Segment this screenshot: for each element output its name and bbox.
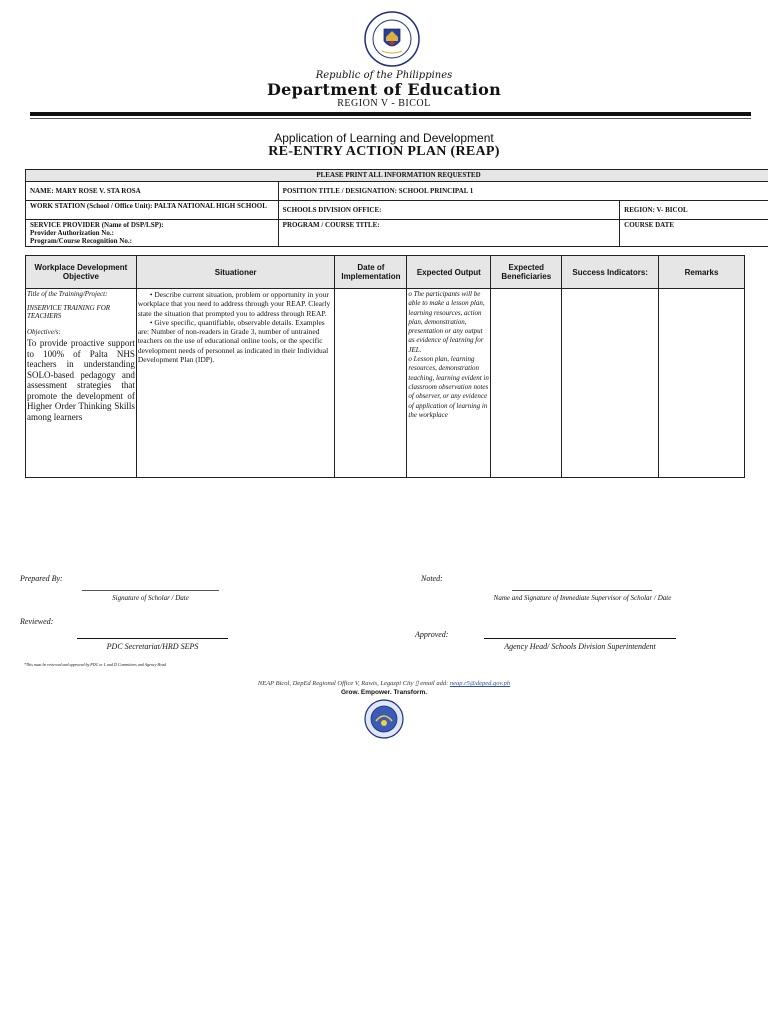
prepared-caption: Signature of Scholar / Date — [112, 594, 189, 602]
provider-block — [26, 220, 279, 247]
form-title: RE-ENTRY ACTION PLAN (REAP) — [268, 144, 500, 159]
approved-caption: Agency Head/ Schools Division Superintendent — [504, 642, 656, 651]
output-item-1 — [408, 290, 489, 355]
output-text: The participants will be able to make a lesson plan, learning resources, action plan, demonstration, presentation or any output as evidence of learning for JEL. — [408, 290, 485, 354]
header-date: Date of Implementation — [335, 256, 407, 289]
footer-email-link[interactable]: neap.r5@deped.gov.ph — [449, 680, 511, 687]
noted-caption: Name and Signature of Immediate Supervisor of Scholar / Date — [493, 594, 672, 602]
header-success-indicators: Success Indicators: — [562, 256, 659, 289]
footer-tagline: Grow. Empower. Transform. — [340, 689, 428, 696]
bullet-glyph: • — [149, 317, 153, 327]
footer-address: NEAP Bicol, DepEd Regional Office V, Rawis, Legazpi City ▯ email add: — [257, 680, 449, 687]
header-situationer: Situationer — [136, 256, 335, 289]
output-glyph: o — [408, 355, 412, 364]
header-beneficiaries: Expected Beneficiaries — [491, 256, 562, 289]
department-name: Department of Education — [266, 80, 502, 99]
plan-table — [25, 255, 745, 478]
division-field: SCHOOLS DIVISION OFFICE: — [278, 201, 620, 220]
objective-text: To provide proactive support to 100% of Palta NHS teachers in understanding SOLO-based pedagogy and assessment strategies that promote the development of Higher Order Thinking Skills among learners — [27, 338, 135, 422]
beneficiaries-cell — [491, 289, 562, 478]
reviewed-label: Reviewed: — [20, 617, 54, 626]
situationer-bullet-2 — [138, 318, 334, 364]
bullet-text: Give specific, quantifiable, observable details. Examples are: Number of non-readers in Grade 3, number of untrained teachers on the use of educational online tools, or the specific development needs of personnel as indicated in their Individual Development Plan (IDP). — [137, 317, 329, 365]
output-text: Lesson plan, learning resources, demonstration teaching, learning evident in classroom observation notes of observer, or any evidence of application of learning in the workplace — [408, 355, 489, 419]
provider-field: SERVICE PROVIDER (Name of DSP/LSP): — [30, 221, 164, 229]
objective-label: Objective/s: — [27, 328, 61, 336]
info-table — [25, 169, 768, 247]
header-rule-thin — [30, 118, 751, 119]
header-rule-thick — [30, 112, 751, 116]
deped-seal-logo — [364, 11, 420, 67]
output-item-2 — [408, 355, 489, 420]
region-line: REGION V - BICOL — [337, 98, 431, 109]
situationer-bullet-1 — [138, 290, 334, 318]
program-field: PROGRAM / COURSE TITLE: — [278, 220, 620, 247]
reviewed-signature-line — [77, 638, 228, 639]
approved-signature-line — [484, 638, 676, 639]
authorization-field: Provider Authorization No.: — [30, 229, 114, 237]
date-cell — [335, 289, 407, 478]
recognition-field: Program/Course Recognition No.: — [30, 237, 132, 245]
situationer-cell — [136, 289, 335, 478]
objective-cell — [26, 289, 137, 478]
header-remarks: Remarks — [659, 256, 745, 289]
training-title: INSERVICE TRAINING FOR TEACHERS — [27, 304, 111, 320]
work-station-field: WORK STATION (School / Office Unit): PALTA NATIONAL HIGH SCHOOL — [26, 201, 279, 220]
header-objective: Workplace Development Objective — [26, 256, 137, 289]
approval-note: *This must be reviewed and approved by PDC or L and D Committees and Agency Head — [24, 662, 167, 667]
course-date-field: COURSE DATE — [620, 220, 768, 247]
prepared-signature-line — [82, 590, 219, 591]
noted-label: Noted: — [421, 574, 443, 583]
approved-label: Approved: — [415, 630, 449, 639]
noted-signature-line — [512, 590, 652, 591]
neap-logo — [364, 699, 404, 739]
expected-output-cell — [407, 289, 491, 478]
output-glyph: o — [408, 290, 412, 298]
footer-address-line — [0, 679, 768, 687]
reviewed-caption: PDC Secretariat/HRD SEPS — [106, 642, 199, 651]
bullet-glyph: • — [149, 290, 153, 299]
info-banner: PLEASE PRINT ALL INFORMATION REQUESTED — [26, 170, 768, 182]
region-field: REGION: V- BICOL — [620, 201, 768, 220]
form-subtitle: Application of Learning and Development — [274, 131, 494, 145]
header-expected-output: Expected Output — [407, 256, 491, 289]
bullet-text: Describe current situation, problem or opportunity in your workplace that you need to address through your REAP. Clearly state the situation that prompted you to address through REAP. — [137, 290, 331, 318]
republic-line: Republic of the Philippines — [315, 70, 453, 81]
position-field: POSITION TITLE / DESIGNATION: SCHOOL PRINCIPAL 1 — [278, 182, 768, 201]
prepared-label: Prepared By: — [20, 574, 63, 583]
name-field: NAME: MARY ROSE V. STA ROSA — [26, 182, 279, 201]
success-indicators-cell — [562, 289, 659, 478]
training-title-label: Title of the Training/Project: — [27, 290, 108, 298]
remarks-cell — [659, 289, 745, 478]
